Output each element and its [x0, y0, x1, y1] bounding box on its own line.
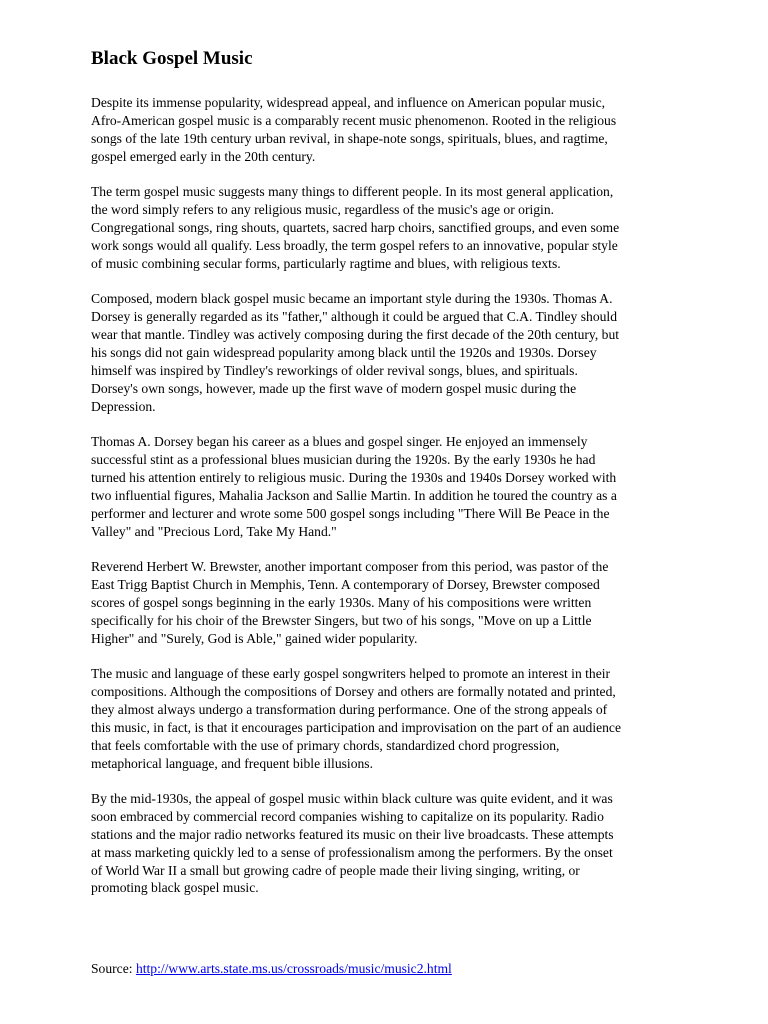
document-body — [91, 94, 691, 915]
paragraph-3: Composed, modern black gospel music became an important style during the 1930s. Thomas A. Dorsey is generally regarded as its "father," although it could be argued that C.A. Tindley should wear that mantle. Tindley was actively composing during the first decade of the 20th century, but his songs did not gain widespread popularity among black until the 1920s and 1930s. Dorsey himself was inspired by Tindley's reworkings of older revival songs, blues, and spirituals. Dorsey's own songs, however, made up the first wave of modern gospel music during the Depression. — [91, 291, 620, 414]
paragraph-4: Thomas A. Dorsey began his career as a blues and gospel singer. He enjoyed an immensely successful stint as a professional blues musician during the 1920s. By the early 1930s he had turned his attention entirely to religious music. During the 1930s and 1940s Dorsey worked with two influential figures, Mahalia Jackson and Sallie Martin. In addition he toured the country as a performer and lecturer and wrote some 500 gospel songs including "There Will Be Peace in the Valley" and "Precious Lord, Take My Hand." — [91, 434, 617, 539]
source-label: Source: — [91, 961, 136, 976]
paragraph-6: The music and language of these early gospel songwriters helped to promote an interest in their compositions. Although the compositions of Dorsey and others are formally notated and printed, they almost always undergo a transformation during performance. One of the strong appeals of this music, in fact, is that it encourages participation and improvisation on the part of an audience that feels comfortable with the use of primary chords, standardized chord progression, metaphorical language, and frequent bible illusions. — [91, 665, 622, 771]
paragraph-2: The term gospel music suggests many things to different people. In its most general application, the word simply refers to any religious music, regardless of the music's age or origin. Congregational songs, ring shouts, quartets, sacred harp choirs, sanctified groups, and even some work songs would all qualify. Less broadly, the term gospel refers to an innovative, popular style of music combining secular forms, particularly ragtime and blues, with religious texts. — [91, 184, 620, 271]
source-citation — [91, 960, 452, 978]
paragraph-5: Reverend Herbert W. Brewster, another important composer from this period, was pastor of the East Trigg Baptist Church in Memphis, Tenn. A contemporary of Dorsey, Brewster composed scores of gospel songs beginning in the early 1930s. Many of his compositions were written specifically for his choir of the Brewster Singers, but two of his songs, "Move on up a Little Higher" and "Surely, God is Able," gained wider popularity. — [91, 558, 609, 646]
paragraph-7: By the mid-1930s, the appeal of gospel music within black culture was quite evident, and it was soon embraced by commercial record companies wishing to capitalize on its popularity. Radio stations and the major radio networks featured its music on their live broadcasts. These attempts at mass marketing quickly led to a sense of professionalism among the performers. By the onset of World War II a small but growing cadre of people made their living singing, writing, or promoting black gospel music. — [91, 790, 614, 896]
document-title: Black Gospel Music — [91, 48, 253, 69]
paragraph-1: Despite its immense popularity, widespread appeal, and influence on American popular music, Afro-American gospel music is a comparably recent music phenomenon. Rooted in the religious songs of the late 19th century urban revival, in shape-note songs, spirituals, blues, and ragtime, gospel emerged early in the 20th century. — [91, 95, 617, 164]
source-link[interactable]: http://www.arts.state.ms.us/crossroads/music/music2.html — [135, 961, 452, 976]
